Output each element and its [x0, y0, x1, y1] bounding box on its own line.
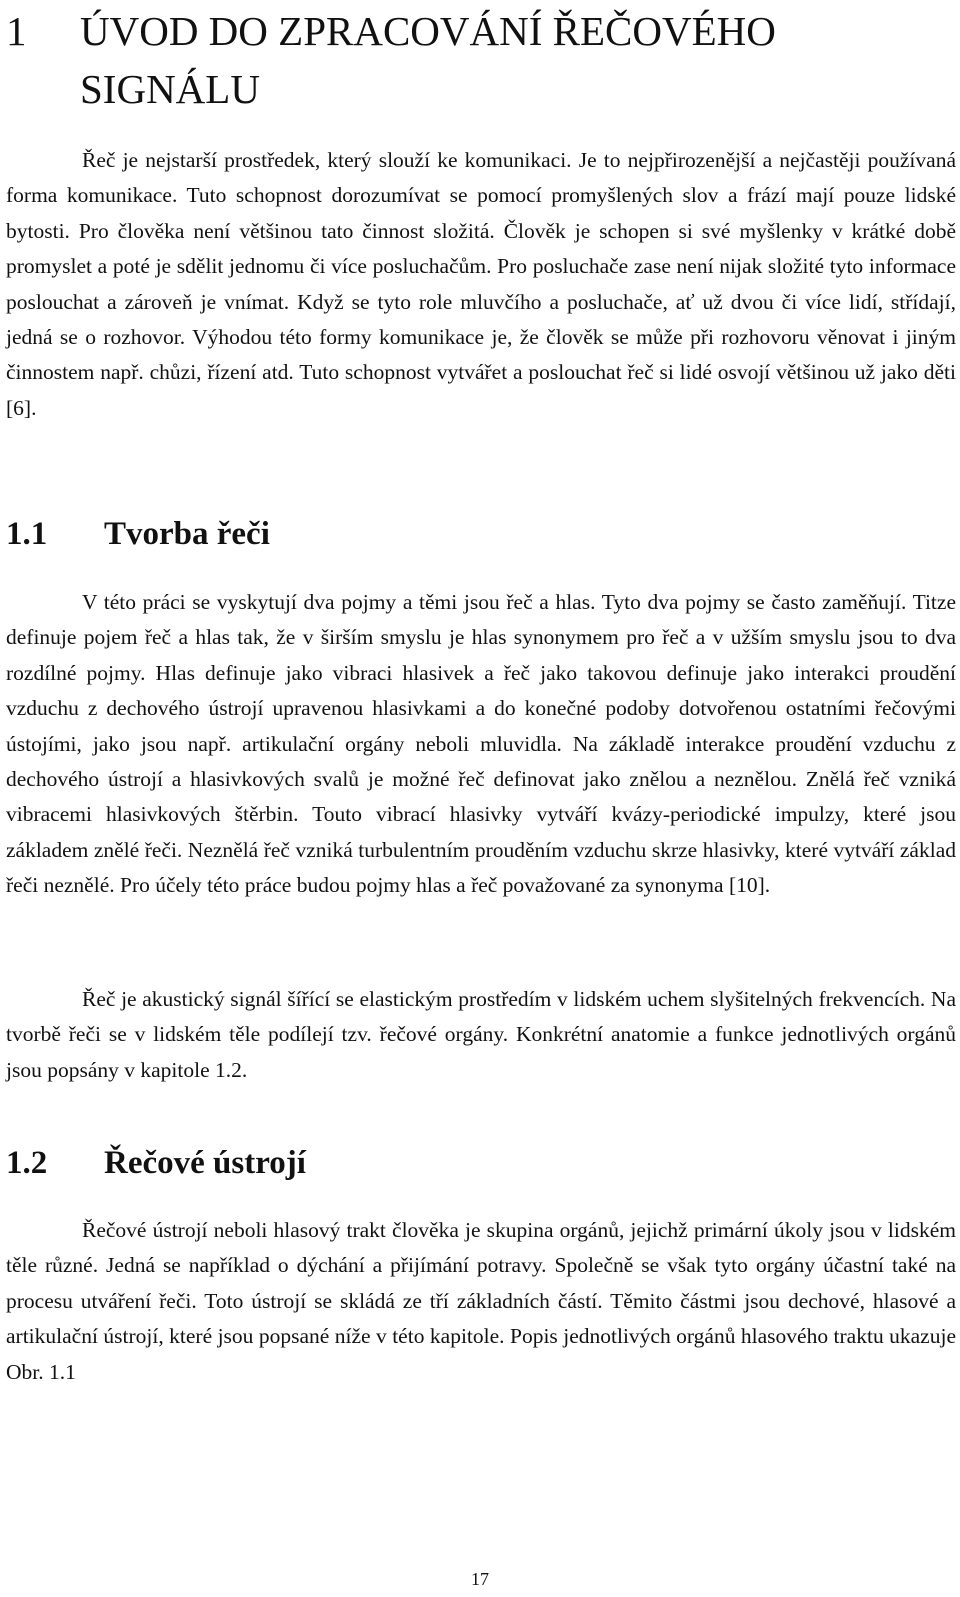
chapter-title: ÚVOD DO ZPRACOVÁNÍ ŘEČOVÉHO SIGNÁLU [80, 8, 776, 112]
section-heading-1-1 [6, 514, 956, 554]
section-title: Řečové ústrojí [104, 1145, 306, 1181]
section-1-2-paragraph-1: Řečové ústrojí neboli hlasový trakt člověka je skupina orgánů, jejichž primární úkoly jsou v lidském těle různé. Jedná se například o dýchání a přijímání potravy. Společně se však tyto orgány účastní také na procesu utváření řeči. Toto ústrojí se skládá ze tří základních částí. Těmito částmi jsou dechové, hlasové a artikulační ústrojí, které jsou popsané níže v této kapitole. Popis jednotlivých orgánů hlasového traktu ukazuje Obr. 1.1 [6, 1218, 956, 1384]
chapter-heading [6, 2, 956, 118]
chapter-number: 1 [6, 8, 27, 54]
section-number: 1.2 [6, 1145, 48, 1181]
section-number: 1.1 [6, 516, 48, 552]
chapter-intro-paragraph: Řeč je nejstarší prostředek, který slouží ke komunikaci. Je to nejpřirozenější a nejčastěji používaná forma komunikace. Tuto schopnost dorozumívat se pomocí promyšlených slov a frází mají pouze lidské bytosti. Pro člověka není většinou tato činnost složitá. Člověk je schopen si své myšlenky v krátké době promyslet a poté je sdělit jednomu či více posluchačům. Pro posluchače zase není nijak složité tyto informace poslouchat a zároveň je vnímat. Když se tyto role mluvčího a posluchače, ať už dvou či více lidí, střídají, jedná se o rozhovor. Výhodou této formy komunikace je, že člověk se může při rozhovoru věnovat i jiným činnostem např. chůzi, řízení atd. Tuto schopnost vytvářet a poslouchat řeč si lidé osvojí většinou už jako děti [6]. [6, 148, 956, 420]
section-1-1-paragraph-2: Řeč je akustický signál šířící se elastickým prostředím v lidském uchem slyšitelných frekvencích. Na tvorbě řeči se v lidském těle podílejí tzv. řečové orgány. Konkrétní anatomie a funkce jednotlivých orgánů jsou popsány v kapitole 1.2. [6, 987, 956, 1082]
section-title: Tvorba řeči [104, 516, 270, 552]
section-heading-1-2 [6, 1143, 956, 1183]
page-number: 17 [471, 1569, 489, 1589]
section-1-1-paragraph-1: V této práci se vyskytují dva pojmy a těmi jsou řeč a hlas. Tyto dva pojmy se často zaměňují. Titze definuje pojem řeč a hlas tak, že v širším smyslu je hlas synonymem pro řeč a v užším smyslu jsou to dva rozdílné pojmy. Hlas definuje jako vibraci hlasivek a řeč jako takovou definuje jako interakci proudění vzduchu z dechového ústrojí upravenou hlasivkami a do konečné podoby dotvořenou ostatními řečovými ústojími, jako jsou např. artikulační orgány neboli mluvidla. Na základě interakce proudění vzduchu z dechového ústrojí a hlasivkových svalů je možné řeč definovat jako znělou a neznělou. Znělá řeč vzniká vibracemi hlasivkových štěrbin. Touto vibrací hlasivky vytváří kvázy-periodické impulzy, které jsou základem znělé řeči. Neznělá řeč vzniká turbulentním prouděním vzduchu skrze hlasivky, které vytváří základ řeči neznělé. Pro účely této práce budou pojmy hlas a řeč považované za synonyma [10]. [6, 590, 956, 898]
